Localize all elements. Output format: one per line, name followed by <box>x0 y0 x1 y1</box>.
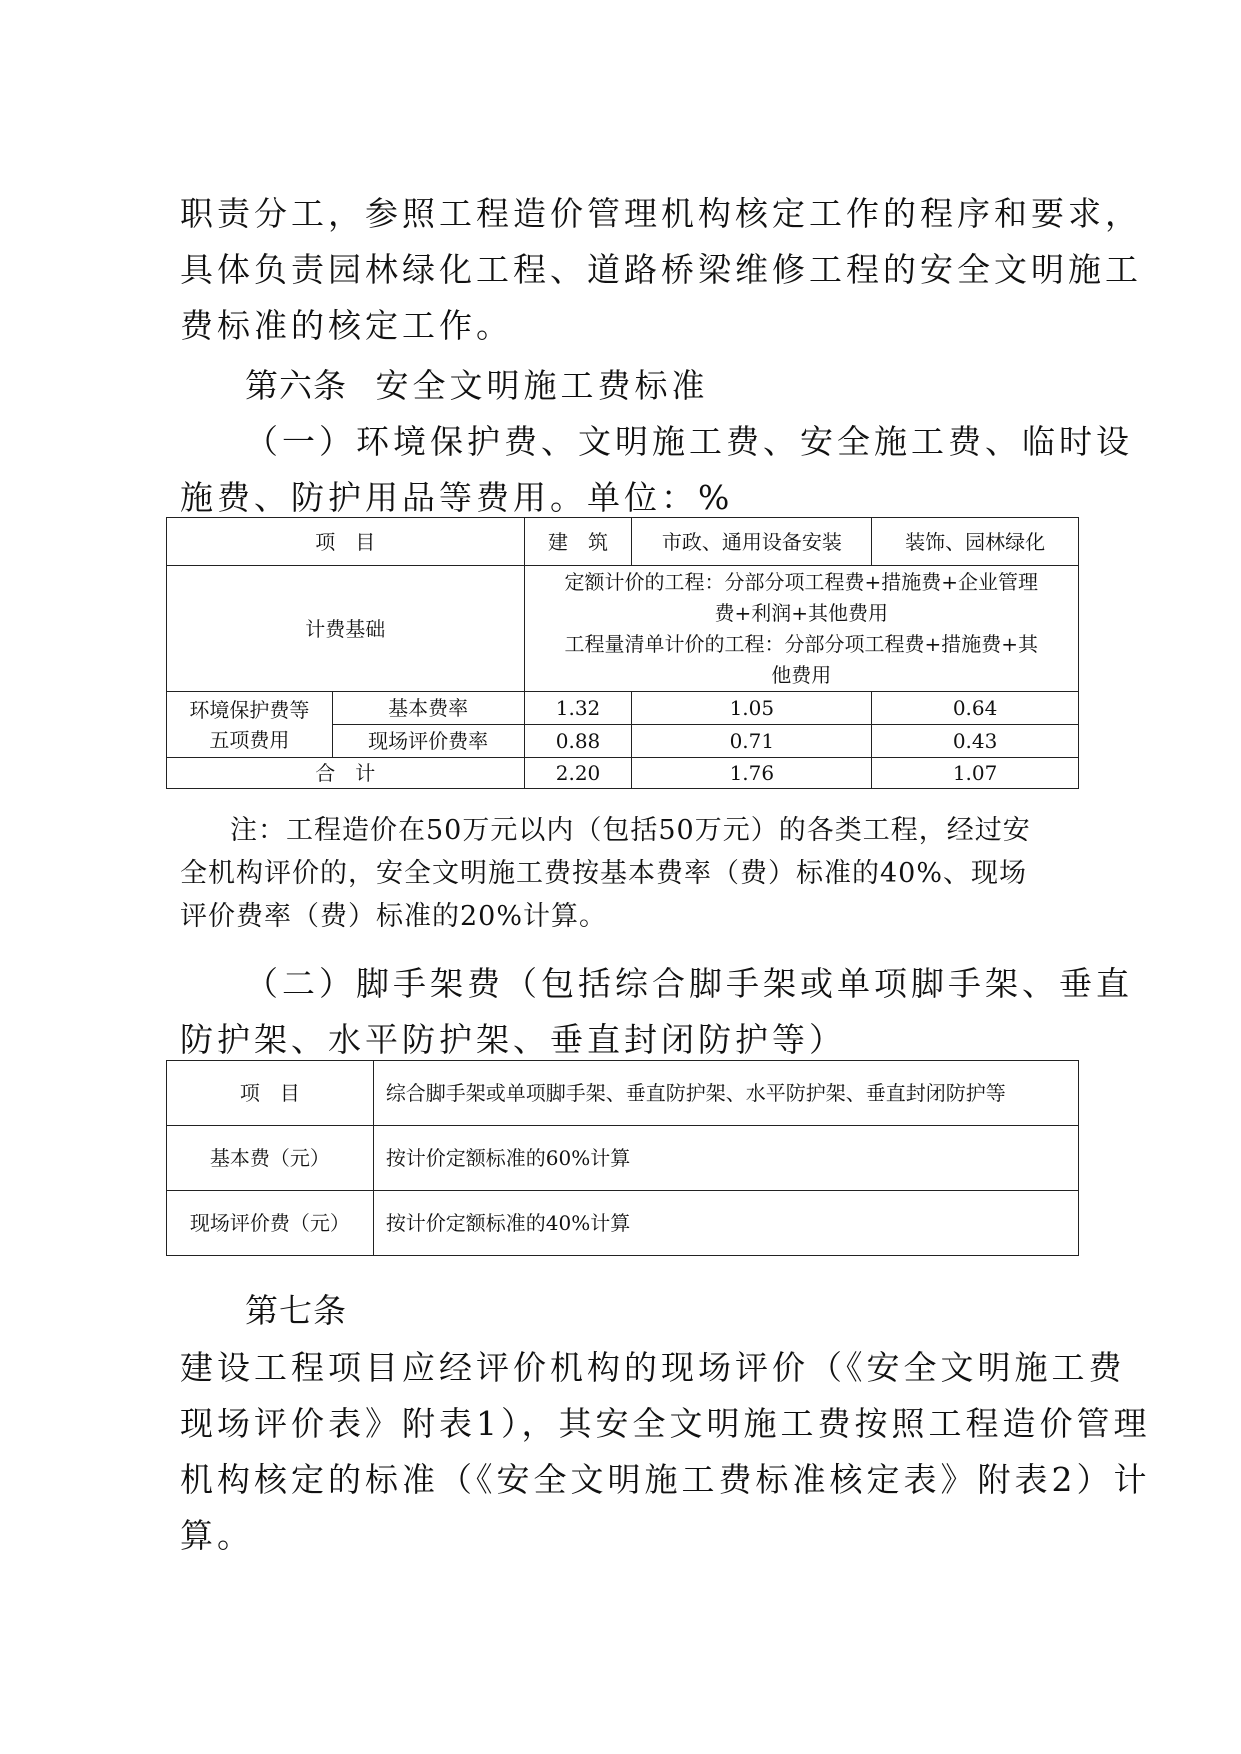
text-line: 防护架、水平防护架、垂直封闭防护等） <box>180 1020 846 1059</box>
cell-value: 0.71 <box>632 725 872 758</box>
fee-rate-table <box>166 517 1079 789</box>
cell-value: 1.32 <box>524 692 632 725</box>
text-line: 职责分工，参照工程造价管理机构核定工作的程序和要求， <box>180 194 1142 233</box>
row-label: 基本费（元） <box>167 1126 374 1191</box>
base-line: 他费用 <box>771 662 832 687</box>
row-label: 现场评价费（元） <box>167 1191 374 1256</box>
cell-value: 0.64 <box>872 692 1079 725</box>
text-line: 具体负责园林绿化工程、道路桥梁维修工程的安全文明施工 <box>180 250 1142 289</box>
total-value: 1.07 <box>872 758 1079 789</box>
text-line: 算。 <box>180 1516 254 1555</box>
cell-value: 1.05 <box>632 692 872 725</box>
row-value: 综合脚手架或单项脚手架、垂直防护架、水平防护架、垂直封闭防护等 <box>373 1061 1078 1126</box>
cell-value: 0.88 <box>524 725 632 758</box>
header-municipal: 市政、通用设备安装 <box>632 518 872 566</box>
group-label-line: 环境保护费等 <box>189 697 310 722</box>
header-construction: 建 筑 <box>524 518 632 566</box>
base-label: 计费基础 <box>167 566 525 692</box>
row-label: 基本费率 <box>332 692 524 725</box>
text-line: 现场评价表》附表1），其安全文明施工费按照工程造价管理 <box>180 1404 1151 1443</box>
cell-value: 0.43 <box>872 725 1079 758</box>
group-label <box>167 692 333 758</box>
article-6-heading <box>245 360 1125 407</box>
total-value: 1.76 <box>632 758 872 789</box>
text-line: 费标准的核定工作。 <box>180 306 513 345</box>
total-label: 合 计 <box>167 758 525 789</box>
note-line: 评价费率（费）标准的20%计算。 <box>180 901 608 932</box>
row-value: 按计价定额标准的40%计算 <box>373 1191 1078 1256</box>
base-line: 工程量清单计价的工程：分部分项工程费+措施费+其 <box>564 631 1039 656</box>
row-label: 现场评价费率 <box>332 725 524 758</box>
article-7-heading: 第七条 <box>245 1291 347 1330</box>
scaffold-fee-table <box>166 1060 1079 1256</box>
base-line: 定额计价的工程：分部分项工程费+措施费+企业管理 <box>564 569 1039 594</box>
text-line: （一）环境保护费、文明施工费、安全施工费、临时设 <box>245 422 1133 461</box>
article-6-number: 第六条 <box>245 366 347 405</box>
header-decoration: 装饰、园林绿化 <box>872 518 1079 566</box>
text-line: （二）脚手架费（包括综合脚手架或单项脚手架、垂直 <box>245 964 1133 1003</box>
base-description <box>524 566 1078 692</box>
text-line: 施费、防护用品等费用。单位：% <box>180 478 734 517</box>
row-label: 项 目 <box>167 1061 374 1126</box>
article-6-title: 安全文明施工费标准 <box>375 366 709 405</box>
note-line: 注：工程造价在50万元以内（包括50万元）的各类工程，经过安 <box>230 815 1031 846</box>
total-value: 2.20 <box>524 758 632 789</box>
group-label-line: 五项费用 <box>209 727 290 752</box>
text-line: 机构核定的标准（《安全文明施工费标准核定表》附表2）计 <box>180 1460 1151 1499</box>
text-line: 建设工程项目应经评价机构的现场评价（《安全文明施工费 <box>180 1348 1126 1387</box>
note-line: 全机构评价的，安全文明施工费按基本费率（费）标准的40%、现场 <box>180 858 1028 889</box>
base-line: 费+利润+其他费用 <box>714 600 889 625</box>
row-value: 按计价定额标准的60%计算 <box>373 1126 1078 1191</box>
header-item: 项 目 <box>167 518 525 566</box>
